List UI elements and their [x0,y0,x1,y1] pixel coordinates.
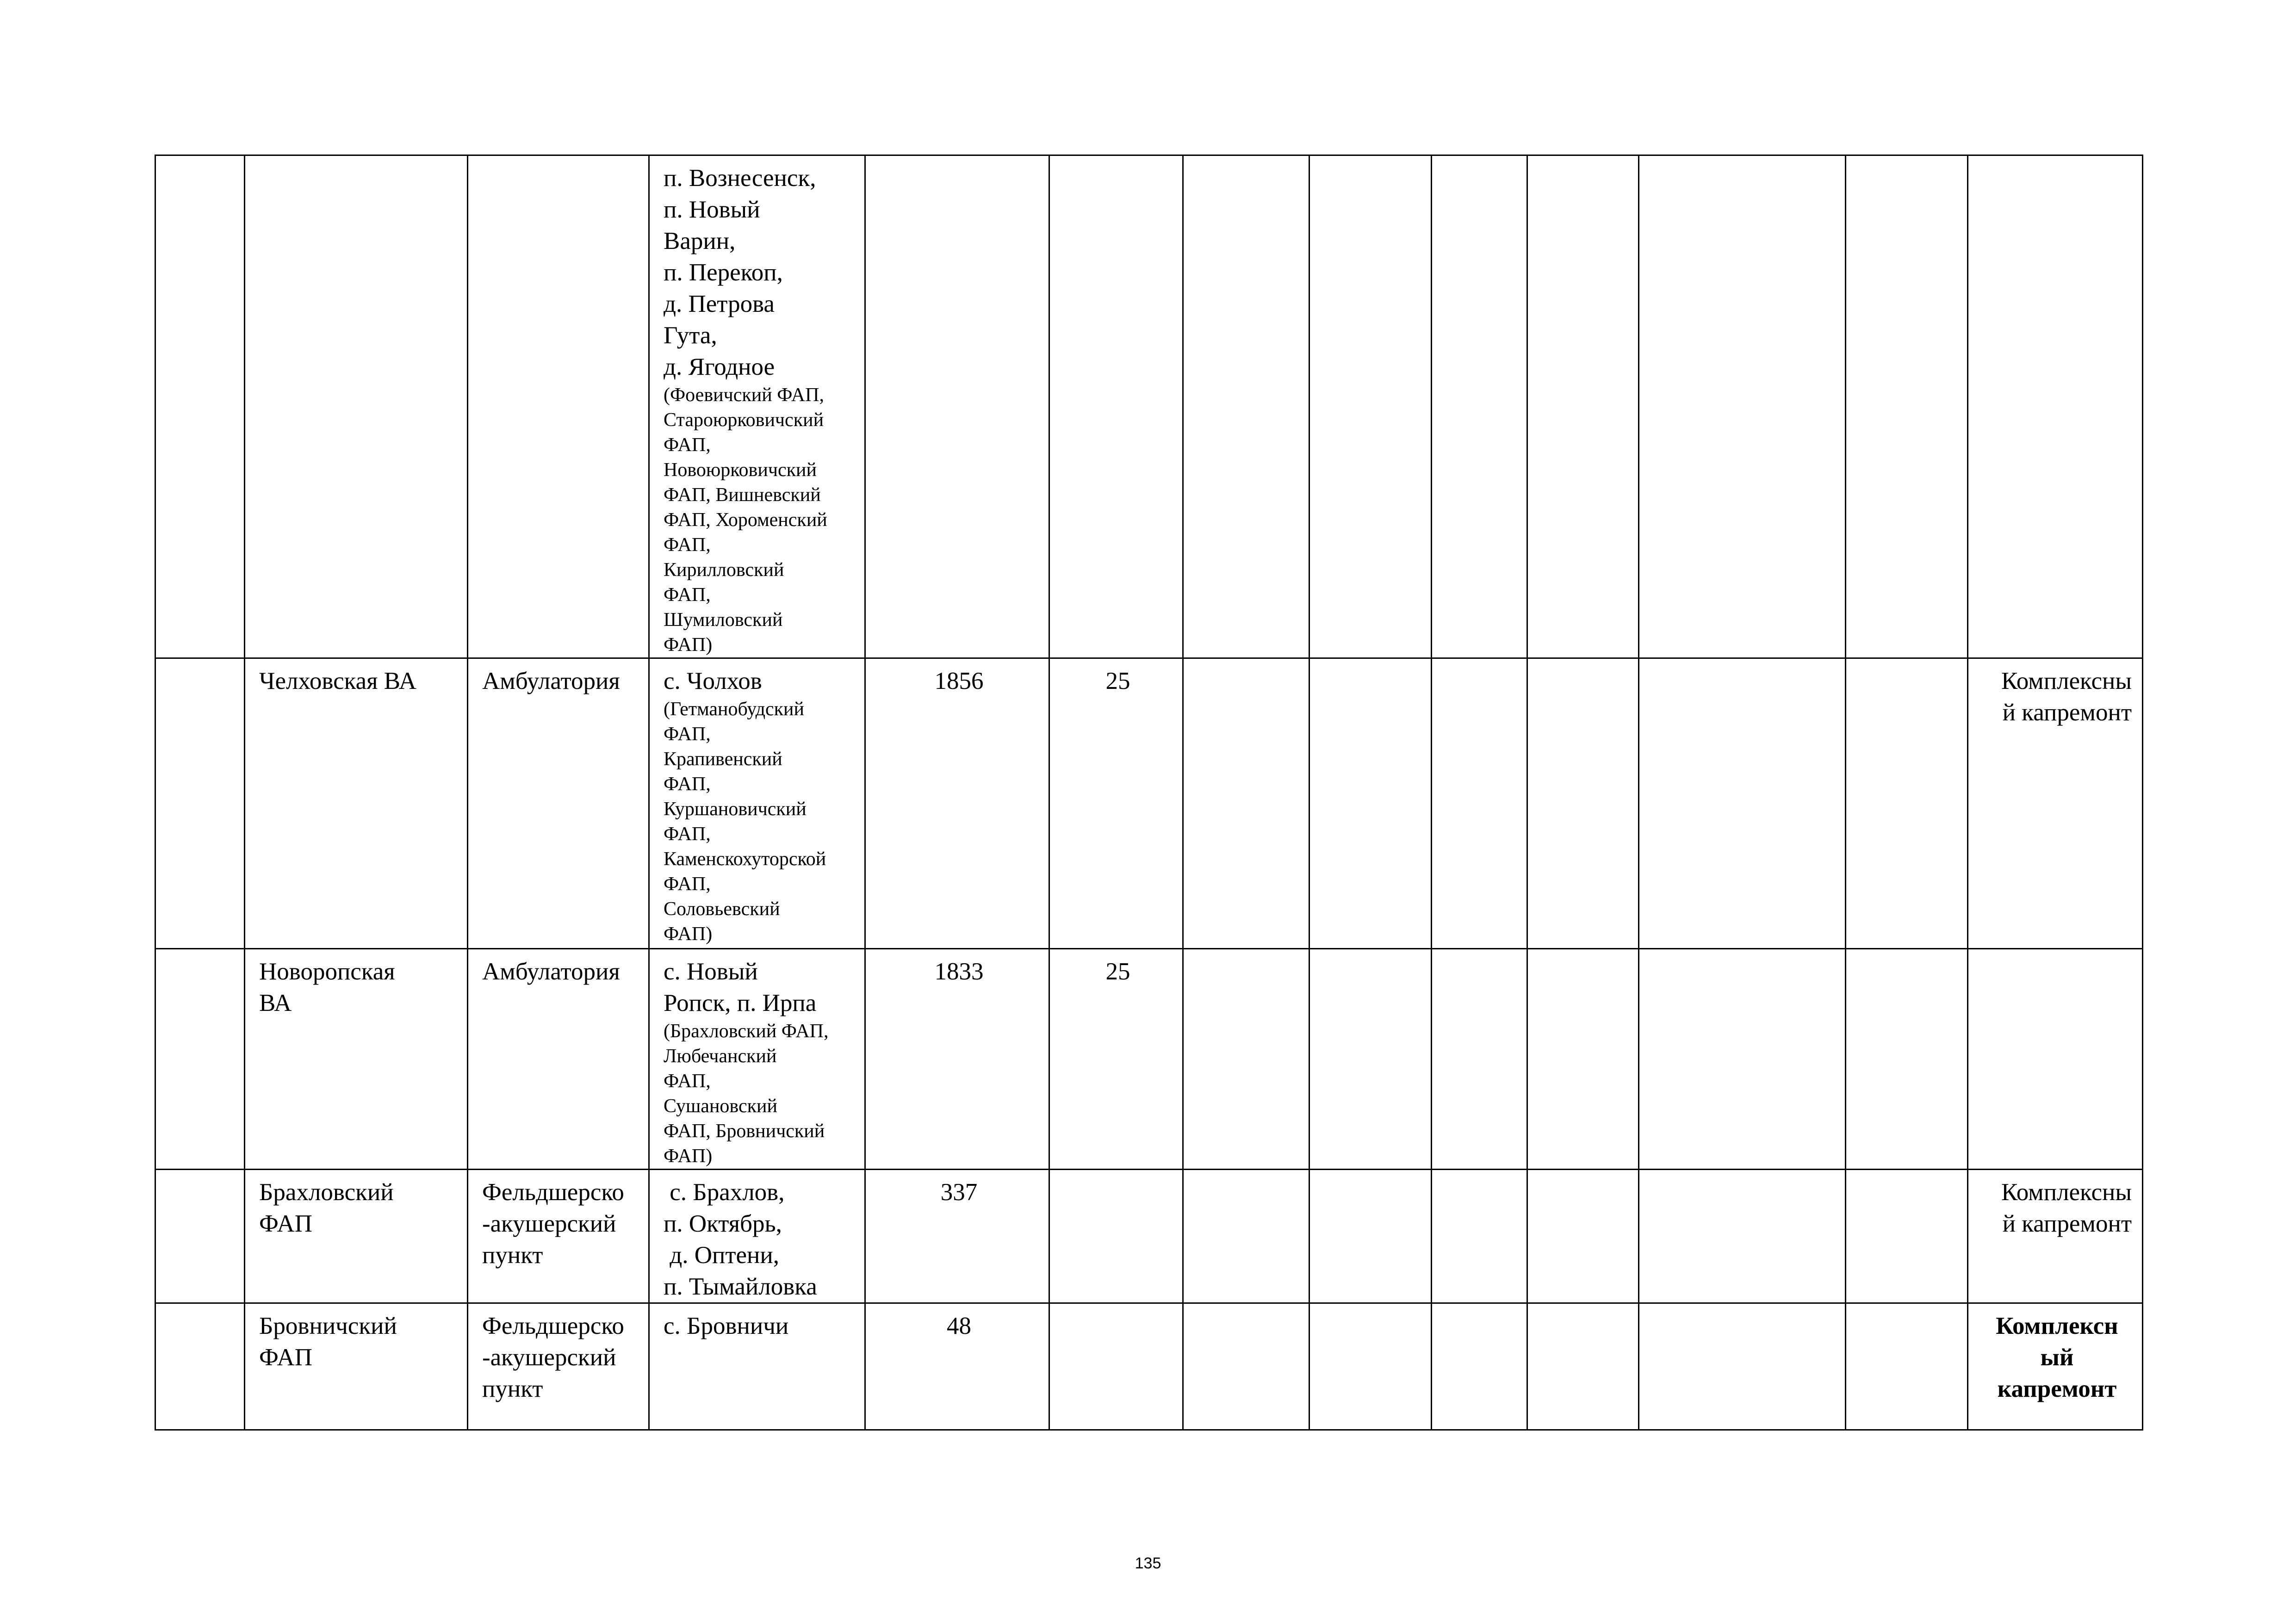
cell-name [245,155,468,658]
cell-index [155,1303,245,1430]
cell-empty [1527,1170,1639,1303]
cell-empty [1309,1303,1432,1430]
cell-action: Комплексн ый капремонт [1968,1303,2143,1430]
cell-type [468,155,649,658]
cell-value [1049,155,1183,658]
cell-empty [1309,155,1432,658]
cell-population: 48 [865,1303,1049,1430]
cell-population: 337 [865,1170,1049,1303]
cell-population [865,155,1049,658]
cell-value [1049,1170,1183,1303]
facilities-table [155,155,2143,1431]
cell-empty [1846,658,1968,949]
cell-population: 1856 [865,658,1049,949]
cell-name: Челховская ВА [245,658,468,949]
cell-action [1968,949,2143,1170]
cell-empty [1432,155,1527,658]
table-row [155,1170,2143,1303]
cell-settlements: с. Брахлов, п. Октябрь, д. Оптени, п. Тымайловка [649,1170,865,1303]
cell-empty [1639,1170,1846,1303]
cell-empty [1639,658,1846,949]
table-row [155,949,2143,1170]
cell-empty [1309,949,1432,1170]
cell-population: 1833 [865,949,1049,1170]
cell-empty [1432,1170,1527,1303]
cell-empty [1527,155,1639,658]
cell-empty [1639,949,1846,1170]
cell-empty [1432,658,1527,949]
cell-empty [1846,949,1968,1170]
cell-index [155,658,245,949]
table-row [155,1303,2143,1430]
cell-index [155,949,245,1170]
cell-empty [1527,658,1639,949]
cell-type: Амбулатория [468,658,649,949]
cell-value [1049,1303,1183,1430]
cell-empty [1183,949,1309,1170]
cell-value: 25 [1049,949,1183,1170]
cell-settlements: с. Новый Ропск, п. Ирпа (Брахловский ФАП, Любечанский ФАП, Сушановский ФАП, Бровничский ФАП) [649,949,865,1170]
cell-type: Фельдшерско -акушерский пункт [468,1170,649,1303]
cell-settlements: п. Вознесенск, п. Новый Варин, п. Перекоп, д. Петрова Гута, д. Ягодное (Фоевичский ФАП, Староюрковичский ФАП, Новоюрковичский ФАП, Вишневский ФАП, Хороменский ФАП, Кирилловский ФАП, Шумиловский ФАП) [649,155,865,658]
cell-action [1968,155,2143,658]
cell-action: Комплексны й капремонт [1968,658,2143,949]
cell-empty [1309,658,1432,949]
cell-empty [1527,949,1639,1170]
cell-value: 25 [1049,658,1183,949]
cell-name: Новоропская ВА [245,949,468,1170]
cell-index [155,1170,245,1303]
cell-settlements: с. Бровничи [649,1303,865,1430]
cell-empty [1846,1303,1968,1430]
cell-empty [1183,1303,1309,1430]
cell-index [155,155,245,658]
cell-name: Брахловский ФАП [245,1170,468,1303]
cell-name: Бровничский ФАП [245,1303,468,1430]
cell-empty [1639,1303,1846,1430]
page-number: 135 [1135,1555,1161,1572]
cell-settlements: с. Чолхов (Гетманобудский ФАП, Крапивенский ФАП, Куршановичский ФАП, Каменскохуторской ФАП, Соловьевский ФАП) [649,658,865,949]
cell-empty [1183,1170,1309,1303]
cell-empty [1639,155,1846,658]
cell-type: Амбулатория [468,949,649,1170]
cell-empty [1527,1303,1639,1430]
cell-empty [1846,155,1968,658]
cell-empty [1432,949,1527,1170]
cell-empty [1846,1170,1968,1303]
table-row [155,658,2143,949]
cell-empty [1309,1170,1432,1303]
cell-action: Комплексны й капремонт [1968,1170,2143,1303]
cell-empty [1183,155,1309,658]
cell-empty [1183,658,1309,949]
cell-type: Фельдшерско -акушерский пункт [468,1303,649,1430]
table-row [155,155,2143,658]
cell-empty [1432,1303,1527,1430]
